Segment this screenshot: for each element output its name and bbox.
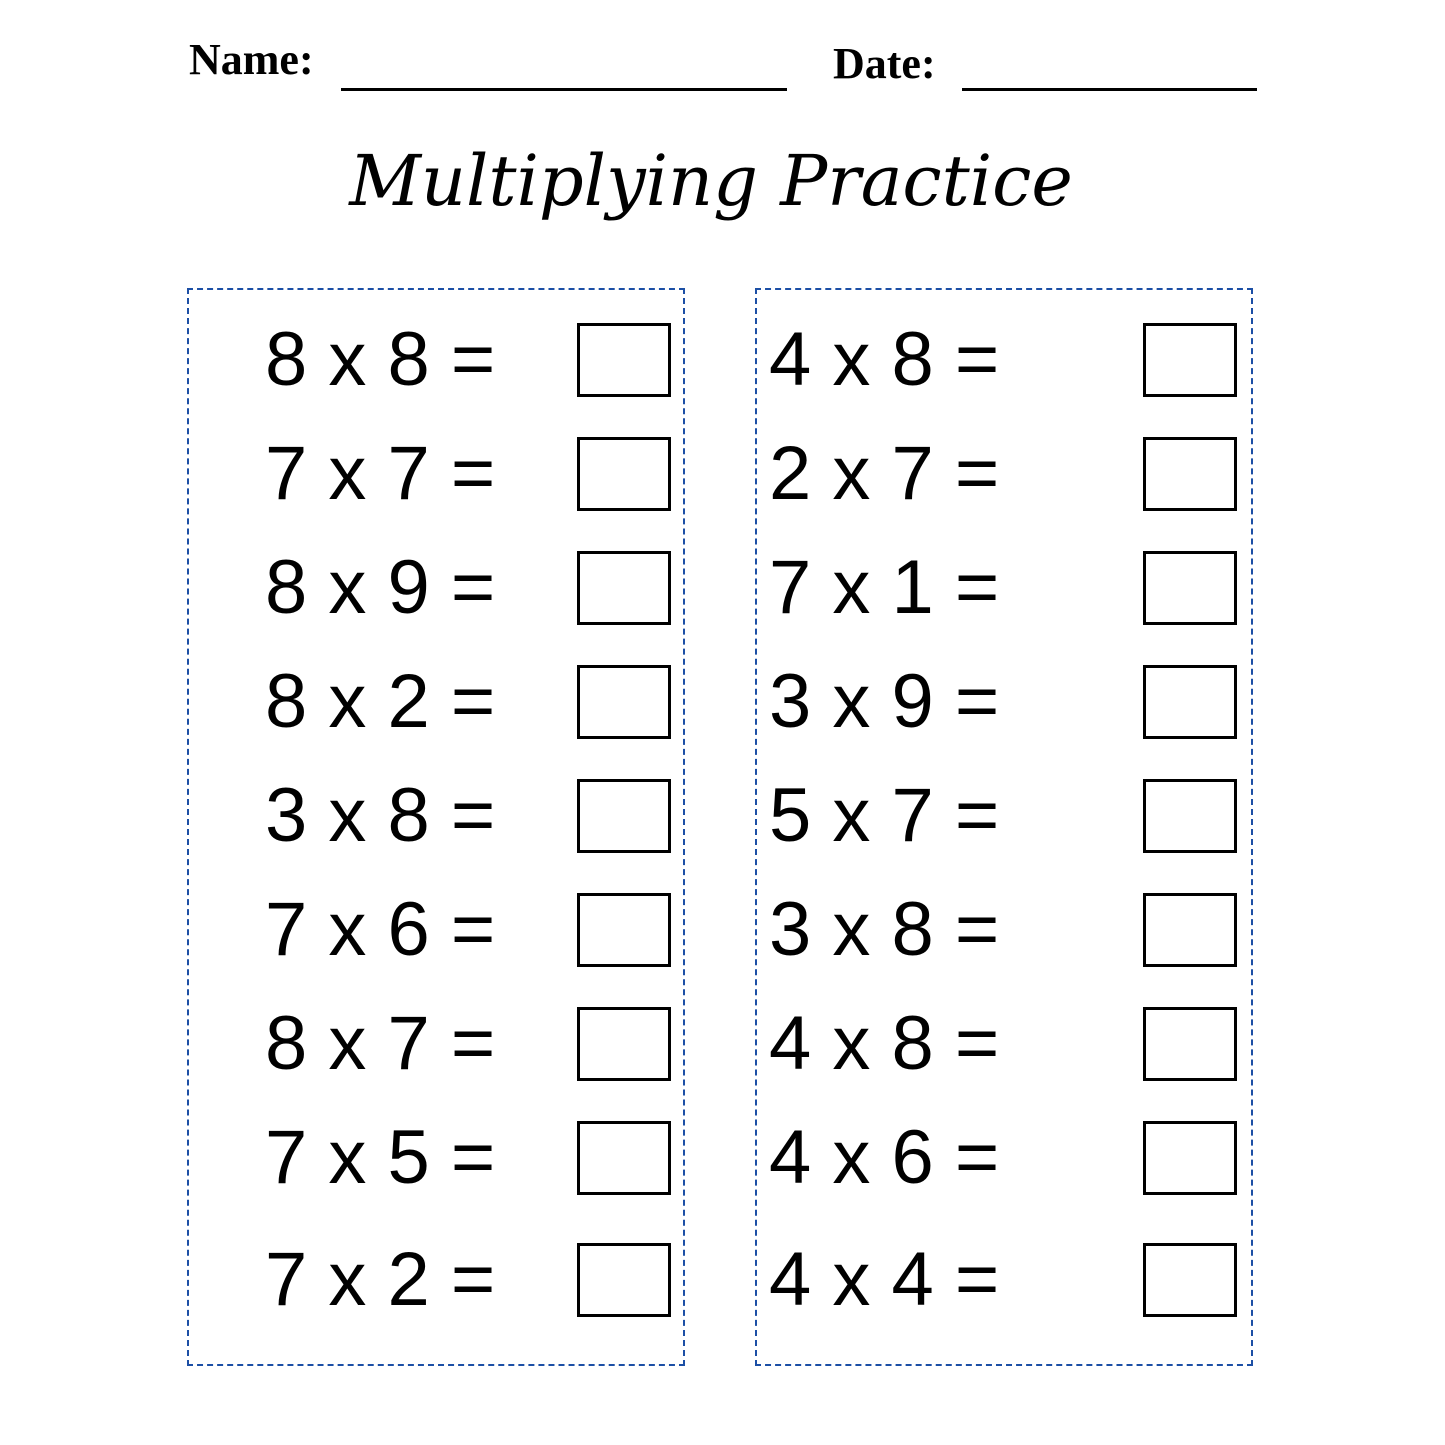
date-label: Date:	[833, 39, 936, 88]
problem-row	[757, 317, 1251, 402]
date-field[interactable]	[962, 88, 1257, 91]
problem-text: 4 x 6 =	[769, 1115, 1000, 1200]
problem-text: 8 x 2 =	[265, 659, 496, 744]
answer-box[interactable]	[1143, 1007, 1237, 1081]
problem-row	[757, 1115, 1251, 1200]
problem-row	[189, 659, 683, 744]
problem-row	[757, 1237, 1251, 1322]
problem-text: 7 x 2 =	[265, 1237, 496, 1322]
problem-text: 7 x 6 =	[265, 887, 496, 972]
problem-text: 2 x 7 =	[769, 431, 1000, 516]
problem-row	[757, 1001, 1251, 1086]
name-field[interactable]	[341, 88, 787, 91]
problem-row	[757, 887, 1251, 972]
name-label: Name:	[189, 35, 314, 84]
problem-row	[189, 887, 683, 972]
answer-box[interactable]	[1143, 1243, 1237, 1317]
answer-box[interactable]	[577, 665, 671, 739]
answer-box[interactable]	[1143, 893, 1237, 967]
problem-text: 4 x 8 =	[769, 317, 1000, 402]
problem-text: 3 x 9 =	[769, 659, 1000, 744]
problem-text: 3 x 8 =	[265, 773, 496, 858]
problem-row	[189, 545, 683, 630]
answer-box[interactable]	[1143, 665, 1237, 739]
problem-text: 7 x 5 =	[265, 1115, 496, 1200]
answer-box[interactable]	[577, 893, 671, 967]
problem-text: 3 x 8 =	[769, 887, 1000, 972]
problem-row	[189, 1237, 683, 1322]
answer-box[interactable]	[577, 1243, 671, 1317]
problem-text: 4 x 4 =	[769, 1237, 1000, 1322]
problem-row	[757, 545, 1251, 630]
problem-row	[189, 1115, 683, 1200]
answer-box[interactable]	[1143, 1121, 1237, 1195]
answer-box[interactable]	[577, 779, 671, 853]
answer-box[interactable]	[1143, 323, 1237, 397]
problem-row	[189, 1001, 683, 1086]
problem-row	[757, 773, 1251, 858]
problem-row	[189, 317, 683, 402]
problem-row	[189, 773, 683, 858]
page-title: Multiplying Practice	[349, 140, 1073, 222]
answer-box[interactable]	[577, 323, 671, 397]
problem-row	[757, 659, 1251, 744]
problem-text: 8 x 8 =	[265, 317, 496, 402]
problem-row	[189, 431, 683, 516]
problem-row	[757, 431, 1251, 516]
problem-text: 7 x 1 =	[769, 545, 1000, 630]
answer-box[interactable]	[1143, 437, 1237, 511]
problem-text: 8 x 7 =	[265, 1001, 496, 1086]
answer-box[interactable]	[577, 1121, 671, 1195]
answer-box[interactable]	[1143, 551, 1237, 625]
problem-column-left	[187, 288, 685, 1366]
answer-box[interactable]	[1143, 779, 1237, 853]
problem-column-right	[755, 288, 1253, 1366]
problem-text: 7 x 7 =	[265, 431, 496, 516]
problem-text: 5 x 7 =	[769, 773, 1000, 858]
problem-text: 8 x 9 =	[265, 545, 496, 630]
answer-box[interactable]	[577, 551, 671, 625]
answer-box[interactable]	[577, 437, 671, 511]
problem-text: 4 x 8 =	[769, 1001, 1000, 1086]
answer-box[interactable]	[577, 1007, 671, 1081]
